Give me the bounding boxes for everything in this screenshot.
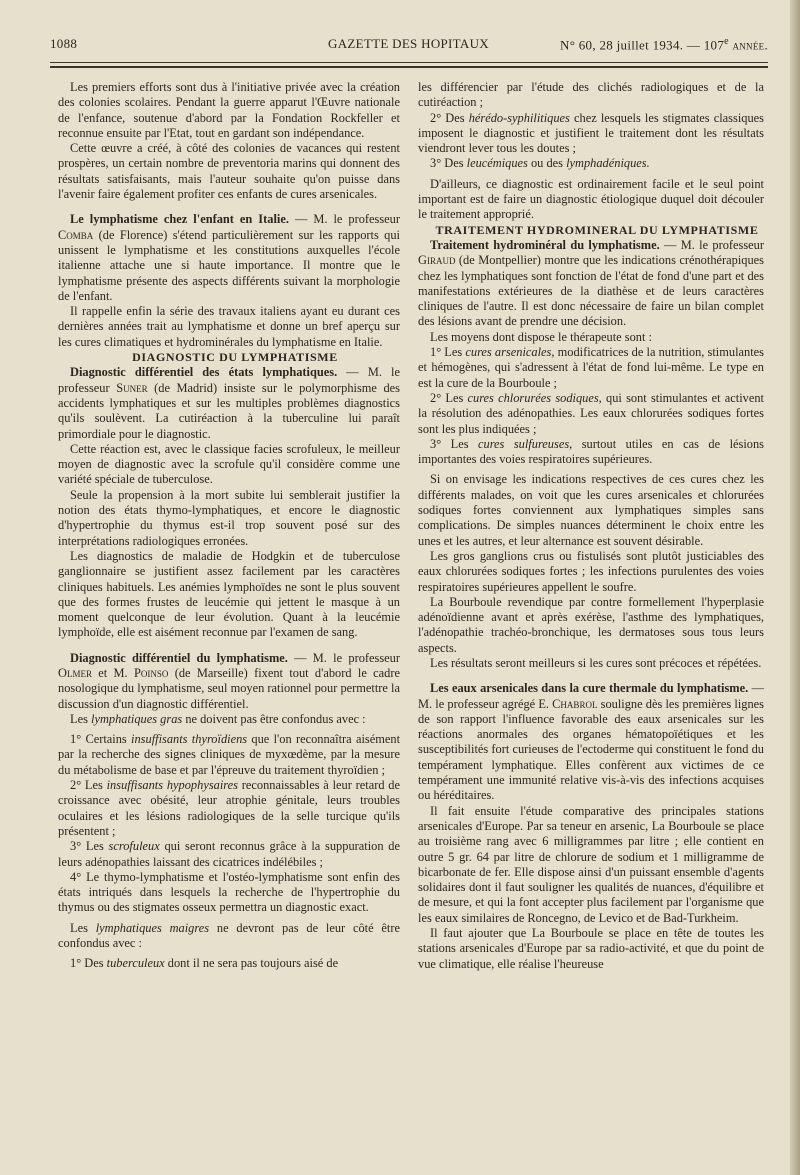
text: (de Marseille) fixent tout d'abord le cadre nosologique du lymphatisme, seul moyen rationnel pour permettre la discussion d'un diagnostic différentiel.	[58, 665, 400, 711]
text: qui sont stimulantes et activent la résolution des adénopathies. Les eaux chlorurées sodiques fortes sont les plus indiquées ;	[418, 390, 764, 436]
text: (de Florence) s'étend particulièrement sur les rapports qui unissent le lymphatisme et les constitutions auxquelles l'école italienne attache une si haute importance. Il montre que le lymphatisme présente des aspects différents suivant la morphologie de l'enfant.	[58, 227, 400, 303]
text: — M. le professeur	[287, 650, 400, 665]
paragraph	[58, 921, 400, 952]
italic-term: tuberculeux	[106, 956, 165, 971]
section-heading: DIAGNOSTIC DU LYMPHATISME	[132, 350, 338, 365]
text: et M.	[91, 665, 134, 680]
italic-term: scrofuleux	[108, 839, 160, 854]
text: 3° Les	[70, 839, 109, 854]
paragraph	[58, 365, 400, 441]
right-column	[418, 80, 764, 972]
issue-year: année.	[732, 37, 768, 53]
text: ne doivent pas être confondus avec :	[182, 711, 366, 726]
paragraph: Si on envisage les indications respectives de ces cures chez les différents malades, on voit que les cures arsenicales et chlorurées sodiques fortes conviennent aux lymphatiques simples sans complications. De simples nuances déterminent le choix entre les unes et les autres, et leur alternance est souvent désirable.	[418, 472, 764, 548]
text: dont il ne sera pas toujours aisé de	[164, 956, 339, 971]
text: (de Montpellier) montre que les indications crénothérapiques chez les lymphatiques sont fonction de l'état de fond d'une part et des manifestations extérieures de la diathèse et de leurs caractères cliniques de l'autre. Il est donc nécessaire de faire un bilan complet des lésions avant de prendre une décision.	[418, 253, 764, 329]
paragraph: La Bourboule revendique par contre formellement l'hyperplasie adénoïdienne avant et après exérèse, l'asthme des lymphatiques, l'adénopathie trachéo-bronchique, les dermatoses sous tous leurs aspects.	[418, 594, 764, 655]
text: souligne dès les premières lignes de son rapport l'influence favorable des eaux arsenicales sur les réactions anormales des organes hématopoïétiques et les susceptibilités fort curieuses de l'ectoderme qui constituent le fond du tempérament lymphatique. Elles confèrent aux victimes de ce tempérament une immunité relative vis-à-vis des infections acquises ou héréditaires.	[418, 696, 764, 803]
header-rule-top	[50, 62, 768, 63]
text: 3° Les	[430, 436, 478, 451]
text: 1° Les	[430, 345, 466, 360]
paragraph	[58, 839, 400, 870]
text: — M. le professeur	[288, 212, 400, 227]
text: 3° Des	[430, 156, 467, 171]
running-header	[50, 36, 768, 58]
paragraph: Les résultats seront meilleurs si les cures sont précoces et répétées.	[430, 655, 762, 670]
paragraph	[418, 391, 764, 437]
italic-term: cures chlorurées sodiques,	[467, 390, 602, 405]
journal-title: GAZETTE DES HOPITAUX	[328, 36, 489, 51]
italic-term: lymphatiques maigres	[95, 920, 210, 935]
paragraph: Cette réaction est, avec le classique facies scrofuleux, le meilleur moyen de diagnostic avec la scrofule qu'il considère comme une variété spéciale de tuberculose.	[58, 441, 400, 487]
author-name: Chabrol	[552, 696, 598, 711]
paragraph	[418, 345, 764, 391]
paragraph	[418, 681, 764, 803]
text: ou des	[527, 156, 567, 171]
paragraph: Il faut ajouter que La Bourboule se place en tête de toutes les stations arsenicales d'Europe par sa radio-activité, et que du point de vue climatique, elle réalise l'heureuse	[418, 926, 764, 971]
run-in-heading: Diagnostic différentiel des états lymphatiques.	[70, 365, 338, 380]
issue-info	[560, 36, 768, 53]
author-name: Giraud	[418, 253, 456, 268]
section-heading: TRAITEMENT HYDROMINERAL DU LYMPHATISME	[435, 222, 759, 237]
text: 2° Les	[430, 390, 468, 405]
italic-term: hérédo-syphilitiques	[468, 110, 570, 125]
italic-term: insuffisants hypophysaires	[106, 778, 238, 793]
paragraph: Les diagnostics de maladie de Hodgkin et de tuberculose ganglionnaire se justifient assez facilement par les caractères cliniques habituels. Les anémies lymphoïdes ne sont le plus souvent que des formes frustes de leucémie qui jettent le masque à un moment quelconque de leur évolution. Quant à la leucémie lymphoïde, elle est aisément reconnue par l'examen de sang.	[58, 548, 400, 640]
run-in-heading: Le lymphatisme chez l'enfant en Italie.	[70, 212, 289, 227]
italic-term: cures sulfureuses,	[478, 436, 573, 451]
text: 2° Des	[430, 110, 469, 125]
paragraph	[58, 212, 400, 304]
paragraph	[418, 156, 764, 171]
issue-sup: e	[724, 36, 729, 47]
paragraph	[58, 778, 400, 839]
author-name: Suner	[116, 380, 148, 395]
paragraph	[58, 956, 400, 971]
paragraph: Seule la propension à la mort subite lui semblerait justifier la notion des états thymo-lymphatiques, et encore le diagnostic d'hypertrophie du thymus est-il trop souvent posé sur des interprétations radiologiques erronées.	[58, 487, 400, 548]
text: 2° Les	[70, 778, 107, 793]
paragraph: Il fait ensuite l'étude comparative des principales stations arsenicales d'Europe. Par sa teneur en arsenic, La Bourboule se place au troisième rang avec 6 milligrammes par litre ; elle contient en outre 5 gr. 64 par litre de chlorure de sodium et 1 milligramme de bicarbonate de fer. Elle dispose ainsi d'un puissant ensemble d'agents solidaires dont il faut souligner les qualités de nuances, d'équilibre et de mesure, et qui la font accepter plus facilement par l'organisme que les eaux similaires de Roncegno, de Levico et de Bad-Turkheim.	[418, 803, 764, 925]
paragraph	[58, 732, 400, 778]
paragraph: Il rappelle enfin la série des travaux italiens ayant eu durant ces dernières années trait au lymphatisme et donne un bref aperçu sur les cures climatiques et hydrominérales du lymphatisme en Italie.	[58, 304, 400, 349]
author-name: Olmer	[58, 665, 92, 680]
paragraph: Cette œuvre a créé, à côté des colonies de vacances qui restent prospères, un certain nombre de preventoria marins qui donnent des résultats satisfaisants, mais l'auteur souhaite qu'on puisse dans l'avenir faire également profiter ces enfants de cures arsenicales.	[58, 141, 400, 202]
text: reconnaissables à leur retard de croissance avec obésité, leur atrophie génitale, leurs troubles oculaires et les lésions radiologiques de la selle turcique qu'ils présentent ;	[58, 778, 400, 838]
run-in-heading: Diagnostic différentiel du lymphatisme.	[70, 650, 288, 665]
text: — M. le professeur	[58, 365, 400, 395]
text: chez lesquels les stigmates classiques imposent le diagnostic et justifient le traitement dont les résultats viendront lever tous les doutes ;	[418, 110, 764, 156]
text: 1° Certains	[70, 732, 132, 747]
text: que l'on reconnaîtra aisément par la recherche des signes cliniques de myxœdème, par la mesure du métabolisme de base et par l'épreuve du traitement thyroïdien ;	[58, 732, 401, 777]
italic-term: leucémiques	[466, 156, 528, 171]
run-in-heading: Traitement hydrominéral du lymphatisme.	[430, 237, 660, 252]
paragraph: Les moyens dont dispose le thérapeute sont :	[430, 329, 652, 344]
italic-term: lymphadéniques.	[566, 156, 650, 171]
text: 1° Des	[70, 956, 107, 971]
header-rule-bottom	[50, 66, 768, 68]
spacer	[58, 202, 400, 212]
text: modificatrices de la nutrition, stimulantes et hémogènes, qui s'adressent à l'état de fond lui-même. Le type en est la cure de la Bourboule ;	[418, 345, 764, 390]
paragraph	[418, 437, 764, 468]
paragraph: Les gros ganglions crus ou fistulisés sont plutôt justiciables des eaux chlorurées sodiques fortes ; les infections purulentes des voies respiratoires supérieures appellent le soufre.	[418, 548, 764, 594]
spacer	[418, 671, 764, 681]
italic-term: lymphatiques gras	[91, 711, 183, 726]
spacer	[58, 641, 400, 651]
text: — M. le professeur agrégé E.	[418, 681, 764, 711]
paragraph: 4° Le thymo-lymphatisme et l'ostéo-lymphatisme sont enfin des états intriqués dans lesquels la recherche de l'hypertrophie du thymus ou des stigmates osseux permettra un diagnostic exact.	[58, 869, 400, 915]
paragraph	[418, 111, 764, 157]
paragraph: Les premiers efforts sont dus à l'initiative privée avec la création des colonies scolaires. Pendant la guerre apparut l'Œuvre nationale de l'enfance, soutenue d'abord par la Fondation Rockfeller et reconnue ensuite par l'Etat, tout en gardant son indépendance.	[58, 80, 400, 140]
text: surtout utiles en cas de lésions importantes des voies respiratoires supérieures.	[418, 436, 764, 467]
text: (de Madrid) insiste sur le polymorphisme des accidents lymphatiques et sur les multiples problèmes diagnostics qu'ils soulèvent. La cutiréaction à la tuberculine lui paraît primordiale pour le diagnostic.	[58, 380, 401, 441]
author-name: Comba	[58, 227, 94, 242]
paragraph	[58, 651, 400, 712]
page-number: 1088	[50, 36, 78, 51]
page-edge	[790, 0, 800, 1175]
text: — M. le professeur	[659, 237, 764, 252]
text: ne devront pas de leur côté être confondus avec :	[58, 920, 400, 951]
text: qui seront reconnus grâce à la suppuration de leurs adénopathies laissant des cicatrices indélébiles ;	[58, 839, 400, 869]
paragraph	[418, 238, 764, 330]
issue-text: N° 60, 28 juillet 1934. — 107	[560, 37, 725, 53]
text: Les	[70, 711, 91, 726]
author-name: Poinso	[133, 665, 169, 680]
italic-term: cures arsenicales,	[465, 345, 555, 360]
paragraph	[58, 712, 400, 727]
text: Les	[70, 920, 96, 935]
run-in-heading: Les eaux arsenicales dans la cure thermale du lymphatisme.	[430, 681, 749, 696]
paragraph: les différencier par l'étude des clichés radiologiques et de la cutiréaction ;	[418, 80, 764, 110]
paragraph: D'ailleurs, ce diagnostic est ordinairement facile et le seul point important est de faire un diagnostic étiologique duquel doit découler le traitement approprié.	[418, 176, 764, 222]
italic-term: insuffisants thyroïdiens	[131, 732, 248, 747]
left-column	[58, 80, 400, 972]
